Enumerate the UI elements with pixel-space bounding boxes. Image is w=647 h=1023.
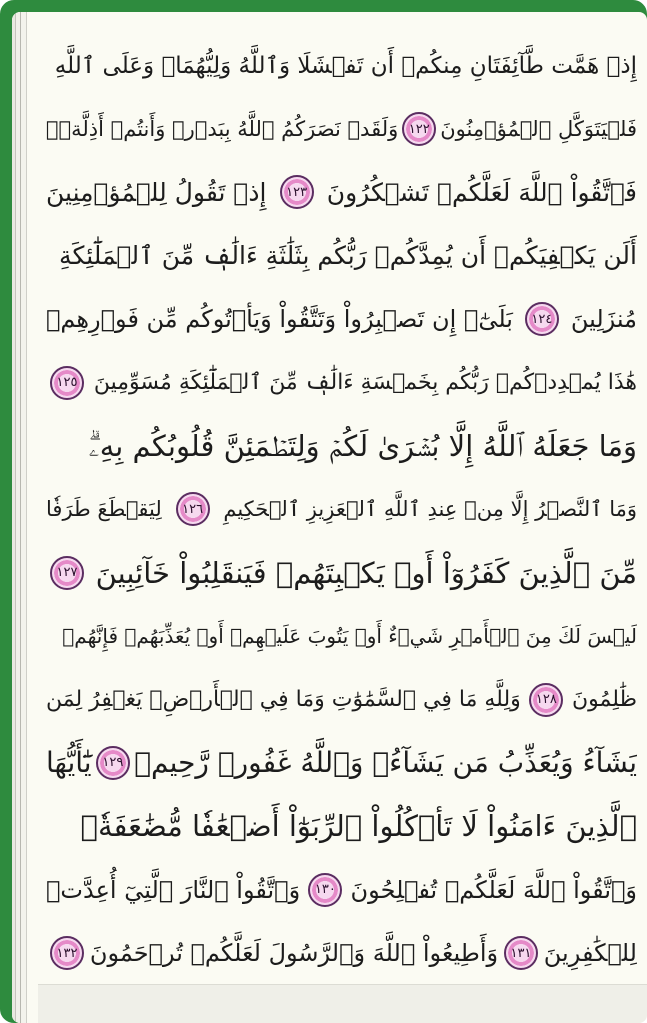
quran-line: [46, 858, 637, 921]
verse-text: وَلِلَّهِ مَا فِي ٱلسَّمَٰوَٰتِ وَمَا فِي ٱلۡأَرۡضِۚ يَغۡفِرُ لِمَن: [46, 687, 521, 713]
verse-text: وَٱتَّقُواْ ٱلنَّارَ ٱلَّتِيٓ أُعِدَّتۡ: [46, 875, 301, 904]
quran-text-block: [46, 34, 637, 985]
ayah-end-rosette-icon[interactable]: ١٢٧: [50, 556, 84, 590]
quran-line: [46, 224, 637, 287]
verse-text: لِلۡكَٰفِرِينَ: [543, 939, 637, 968]
verse-text: يَٰٓأَيُّهَا: [46, 746, 92, 780]
mushaf-page: [12, 12, 647, 1023]
page-footer-strip: [38, 984, 647, 1023]
ayah-end-rosette-icon[interactable]: ١٣٠: [308, 873, 342, 907]
quran-line: [46, 478, 637, 541]
verse-text: إِذۡ تَقُولُ لِلۡمُؤۡمِنِينَ: [46, 177, 267, 207]
page-edge-stack: [12, 12, 38, 1023]
verse-text: أَلَن يَكۡفِيَكُمۡ أَن يُمِدَّكُمۡ رَبُّكُم بِثَلَٰثَةِ ءَالَٰفٖ مِّنَ ٱلۡمَلَٰٓئِكَةِ: [59, 241, 637, 271]
verse-text: فَٱتَّقُواْ ٱللَّهَ لَعَلَّكُمۡ تَشۡكُرُونَ: [326, 177, 637, 207]
verse-text: وَمَا ٱلنَّصۡرُ إِلَّا مِنۡ عِندِ ٱللَّهِ ٱلۡعَزِيزِ ٱلۡحَكِيمِ: [223, 497, 637, 522]
ayah-end-rosette-icon[interactable]: ١٢٨: [529, 683, 563, 717]
verse-text: إِذۡ هَمَّت طَّآئِفَتَانِ مِنكُمۡ أَن تَفۡشَلَا وَٱللَّهُ وَلِيُّهُمَاۗ وَعَلَى ٱللَّهِ: [54, 52, 637, 79]
quran-line: [46, 541, 637, 604]
verse-text: هَٰذَا يُمۡدِدۡكُمۡ رَبُّكُم بِخَمۡسَةِ ءَالَٰفٖ مِّنَ ٱلۡمَلَٰٓئِكَةِ مُسَوِّمِينَ: [93, 370, 637, 396]
verse-text: وَمَا جَعَلَهُ ٱللَّهُ إِلَّا بُشۡرَىٰ لَكُمۡ وَلِتَطۡمَئِنَّ قُلُوبُكُم بِهِۦۗ: [88, 428, 637, 463]
quran-line: [46, 288, 637, 351]
verse-text: مُنزَلِينَ: [570, 305, 637, 334]
ayah-end-rosette-icon[interactable]: ١٢٦: [176, 492, 210, 526]
ayah-end-rosette-icon[interactable]: ١٣١: [504, 936, 538, 970]
verse-text: وَلَقَدۡ نَصَرَكُمُ ٱللَّهُ بِبَدۡرٖ وَأَنتُمۡ أَذِلَّةٞۖ: [46, 117, 399, 142]
verse-text: بَلَىٰٓۚ إِن تَصۡبِرُواْ وَتَتَّقُواْ وَيَأۡتُوكُم مِّن فَوۡرِهِمۡ: [46, 305, 513, 334]
quran-line: [46, 668, 637, 731]
quran-line: [46, 921, 637, 984]
quran-line: [46, 605, 637, 668]
quran-line: [46, 161, 637, 224]
ayah-end-rosette-icon[interactable]: ١٣٢: [50, 936, 84, 970]
verse-text: يَشَآءُ وَيُعَذِّبُ مَن يَشَآءُۚ وَٱللَّهُ غَفُورٞ رَّحِيمٞ: [134, 746, 637, 780]
verse-text: لِيَقۡطَعَ طَرَفٗا: [46, 497, 162, 522]
ayah-end-rosette-icon[interactable]: ١٢٣: [280, 175, 314, 209]
verse-text: لَيۡسَ لَكَ مِنَ ٱلۡأَمۡرِ شَيۡءٌ أَوۡ يَتُوبَ عَلَيۡهِمۡ أَوۡ يُعَذِّبَهُمۡ فَإِنَّهُمۡ: [62, 624, 637, 649]
quran-line: [46, 795, 637, 858]
verse-text: ظَٰلِمُونَ: [571, 687, 637, 713]
quran-line: [46, 731, 637, 794]
verse-text: وَأَطِيعُواْ ٱللَّهَ وَٱلرَّسُولَ لَعَلَّكُمۡ تُرۡحَمُونَ: [89, 939, 499, 968]
ayah-end-rosette-icon[interactable]: ١٢٢: [402, 112, 436, 146]
quran-line: [46, 351, 637, 414]
ayah-end-rosette-icon[interactable]: ١٢٩: [96, 746, 130, 780]
verse-text: مِّنَ ٱلَّذِينَ كَفَرُوٓاْ أَوۡ يَكۡبِتَهُمۡ فَيَنقَلِبُواْ خَآئِبِينَ: [95, 555, 637, 590]
ayah-end-rosette-icon[interactable]: ١٢٤: [525, 302, 559, 336]
ayah-end-rosette-icon[interactable]: ١٢٥: [50, 366, 84, 400]
verse-text: فَلۡيَتَوَكَّلِ ٱلۡمُؤۡمِنُونَ: [440, 117, 637, 142]
quran-line: [46, 34, 637, 97]
quran-line: [46, 414, 637, 477]
verse-text: وَٱتَّقُواْ ٱللَّهَ لَعَلَّكُمۡ تُفۡلِحُونَ: [350, 875, 637, 904]
verse-text: ٱلَّذِينَ ءَامَنُواْ لَا تَأۡكُلُواْ ٱلرِّبَوٰٓاْ أَضۡعَٰفٗا مُّضَٰعَفَةٗۖ: [80, 809, 637, 844]
quran-line: [46, 97, 637, 160]
